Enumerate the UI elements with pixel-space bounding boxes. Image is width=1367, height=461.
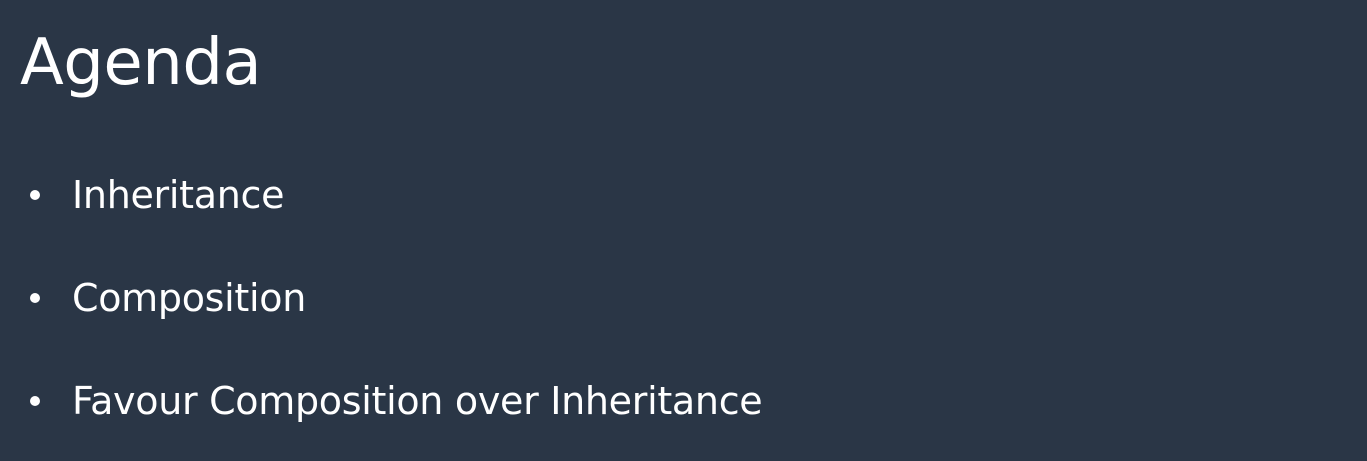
bullet-icon <box>30 293 40 303</box>
bullet-item-inheritance <box>30 170 930 220</box>
bullet-icon <box>30 396 40 406</box>
bullet-text: Composition <box>72 276 307 320</box>
bullet-item-composition <box>30 273 930 323</box>
bullet-icon <box>30 190 40 200</box>
bullet-text: Inheritance <box>72 173 285 217</box>
bullet-item-favour-composition <box>30 376 930 426</box>
slide-title: Agenda <box>20 26 262 100</box>
bullet-text: Favour Composition over Inheritance <box>72 379 763 423</box>
